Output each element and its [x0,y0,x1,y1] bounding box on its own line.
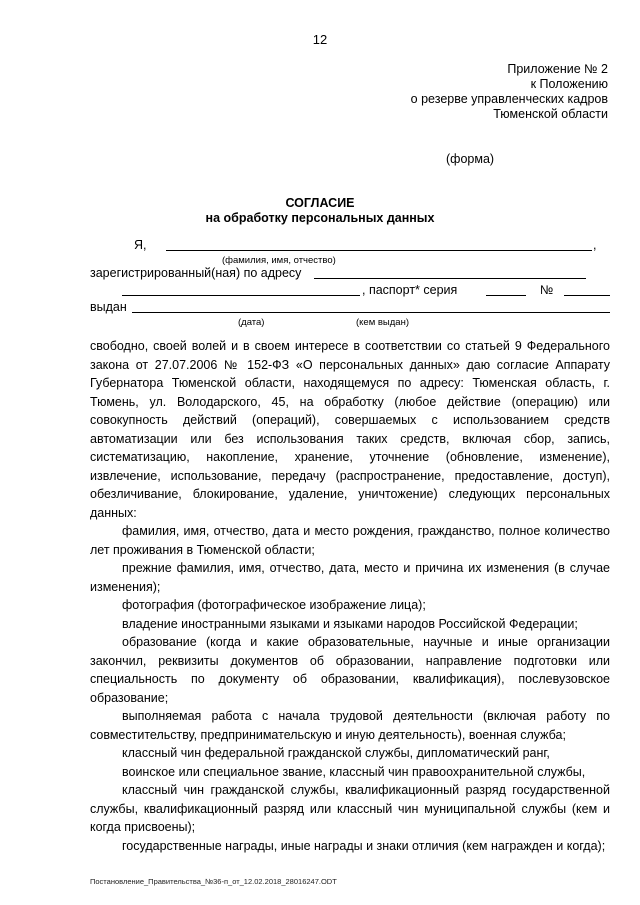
name-caption: (фамилия, имя, отчество) [222,255,336,266]
address-row [90,266,610,283]
footer-filename: Постановление_Правительства_№36-п_от_12.02.2018_28016247.ODT [90,877,337,886]
page-number: 12 [312,32,328,47]
issued-row [90,300,610,317]
paragraph: классный чин федеральной гражданской службы, дипломатический ранг, [122,746,550,760]
paragraph: выполняемая работа с начала трудовой деятельности (включая работу по совместительству, предпринимательскую и иную деятельность), военная служба; [90,709,610,742]
paragraph: фотография (фотографическое изображение лица); [122,598,426,612]
form-label: (форма) [446,152,495,166]
passport-series-field[interactable] [486,283,526,296]
paragraph: фамилия, имя, отчество, дата и место рождения, гражданство, полное количество лет проживания в Тюменской области; [90,524,610,557]
i-label: Я, [134,238,147,252]
appendix-line: к Положению [530,77,608,91]
paragraph: прежние фамилия, имя, отчество, дата, место и причина их изменения (в случае изменения); [90,561,610,594]
paragraph: классный чин гражданской службы, квалификационный разряд государственной службы, квалификационный разряд или классный чин муниципальной службы (кем и когда присвоены); [90,783,610,834]
document-title [0,196,640,226]
number-label: № [540,283,554,297]
address-label: зарегистрированный(ная) по адресу [90,266,302,280]
issued-label: выдан [90,300,127,314]
issued-caption-row [90,317,610,328]
paragraph: владение иностранными языками и языками народов Российской Федерации; [122,616,578,631]
paragraph: государственные награды, иные награды и знаки отличия (кем награжден и когда); [122,838,606,853]
passport-row [90,283,610,300]
fill-in-fields [90,238,610,328]
appendix-block [411,62,608,122]
passport-number-field[interactable] [564,283,610,296]
date-caption: (дата) [238,317,265,328]
paragraph: воинское или специальное звание, классный чин правоохранительной службы, [122,764,586,779]
comma: , [593,238,597,252]
title-line: СОГЛАСИЕ [285,196,355,210]
appendix-line: о резерве управленческих кадров [410,92,608,106]
name-caption-row [90,255,610,266]
issued-field[interactable] [132,300,610,313]
appendix-line: Приложение № 2 [507,62,608,76]
issuer-caption: (кем выдан) [356,317,409,328]
paragraph: образование (когда и какие образовательные, научные и иные организации закончил, реквизиты документов об образовании, направление подготовки или специальность по документу об образовании, квалификация), послевузовское образование; [90,635,610,705]
address-field-cont[interactable] [122,283,360,296]
consent-body [90,337,610,855]
appendix-line: Тюменской области [493,107,608,121]
paragraph: свободно, своей волей и в своем интересе в соответствии со статьей 9 Федерального закона от 27.07.2006 № 152-ФЗ «О персональных данных» даю согласие Аппарату Губернатора Тюменской области, находящемуся по адресу: Тюменская область, г. Тюмень, ул. Володарского, 45, на обработку (любое действие (операцию) или совокупность действий (операций), совершаемых с использованием средств автоматизации или без использования таких средств, включая сбор, запись, систематизацию, накопление, хранение, уточнение (обновление, изменение), извлечение, использование, передачу (распространение, предоставление, доступ), обезличивание, блокирование, удаление, уничтожение) следующих персональных данных: [90,339,610,520]
passport-label: , паспорт* серия [362,283,458,297]
name-row [90,238,610,255]
address-field[interactable] [314,266,586,279]
name-field[interactable] [166,238,592,251]
title-line: на обработку персональных данных [205,211,435,225]
